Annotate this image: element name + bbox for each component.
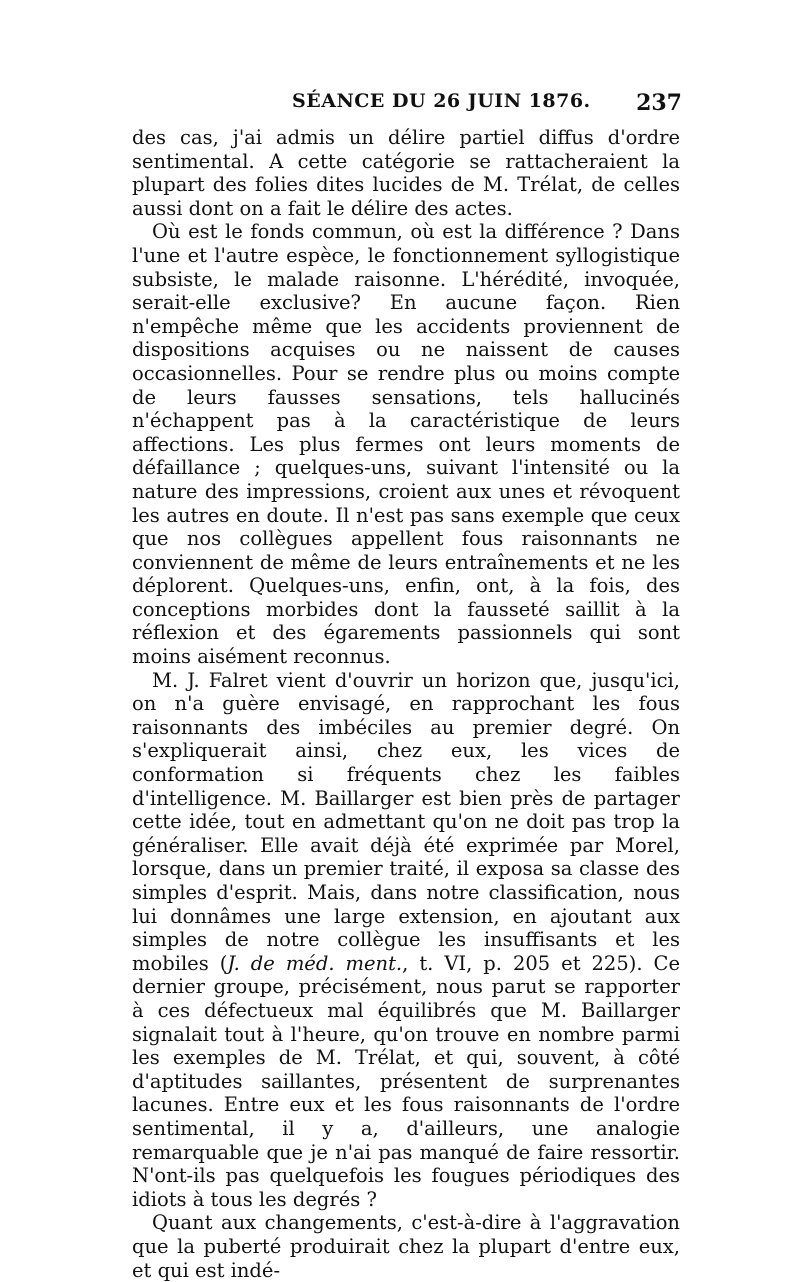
page-number: 237 [636, 90, 682, 116]
paragraph-4: Quant aux changements, c'est-à-dire à l'aggravation que la puberté produirait chez la plupart d'entre eux, et qui est indé- [132, 1211, 680, 1282]
paragraph-1: des cas, j'ai admis un délire partiel diffus d'ordre sentimental. A cette catégorie se rattacheraient la plupart des folies dites lucides de M. Trélat, de celles aussi dont on a fait le délire des actes. [132, 126, 680, 220]
paragraph-3 [132, 669, 680, 1212]
paragraph-3-text-after: , t. VI, p. 205 et 225). Ce dernier groupe, précisément, nous parut se rapporter à ces défectueux mal équilibrés que M. Baillarger signalait tout à l'heure, qu'on trouve en nombre parmi les exemples de M. Trélat, et qui, souvent, à côté d'aptitudes saillantes, présentent de surprenantes lacunes. Entre eux et les fous raisonnants de l'ordre sentimental, il y a, d'ailleurs, une analogie remarquable que je n'ai pas manqué de faire ressortir. N'ont-ils pas quelquefois les fougues périodiques des idiots à tous les degrés ? [132, 951, 680, 1211]
running-head [132, 90, 682, 120]
paragraph-3-text-before: M. J. Falret vient d'ouvrir un horizon que, jusqu'ici, on n'a guère envisagé, en rapprochant les fous raisonnants des imbéciles au premier degré. On s'expliquerait ainsi, chez eux, les vices de conformation si fréquents chez les faibles d'intelligence. M. Baillarger est bien près de partager cette idée, tout en admettant qu'on ne doit pas trop la généraliser. Elle avait déjà été exprimée par Morel, lorsque, dans un premier traité, il exposa sa classe des simples d'esprit. Mais, dans notre classification, nous lui donnâmes une large extension, en ajoutant aux simples de notre collègue les insuffisants et les mobiles ( [132, 668, 680, 975]
body-text [132, 126, 680, 1282]
running-title: SÉANCE DU 26 JUIN 1876. [292, 90, 591, 112]
journal-citation: J. de méd. ment. [227, 951, 403, 975]
paragraph-2: Où est le fonds commun, où est la différence ? Dans l'une et l'autre espèce, le fonctionnement syllogistique subsiste, le malade raisonne. L'hérédité, invoquée, serait-elle exclusive? En aucune façon. Rien n'empêche même que les accidents proviennent de dispositions acquises ou ne naissent de causes occasionnelles. Pour se rendre plus ou moins compte de leurs fausses sensations, tels hallucinés n'échappent pas à la caractéristique de leurs affections. Les plus fermes ont leurs moments de défaillance ; quelques-uns, suivant l'intensité ou la nature des impressions, croient aux unes et révoquent les autres en doute. Il n'est pas sans exemple que ceux que nos collègues appellent fous raisonnants ne conviennent de même de leurs entraînements et ne les déplorent. Quelques-uns, enfin, ont, à la fois, des conceptions morbides dont la fausseté saillit à la réflexion et des égarements passionnels qui sont moins aisément reconnus. [132, 220, 680, 669]
